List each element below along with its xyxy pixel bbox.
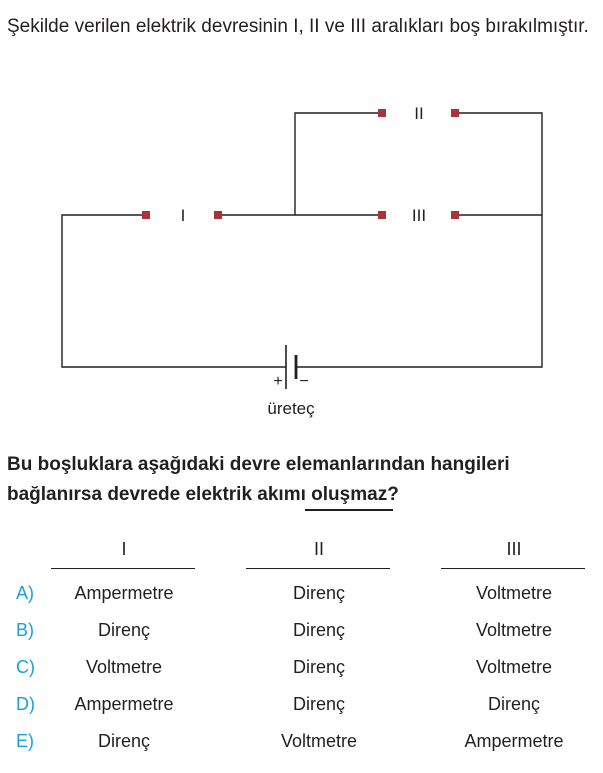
- option-row-a[interactable]: [0, 583, 603, 613]
- terminal-gap-III-left: [378, 211, 386, 219]
- option-cell-III: Voltmetre: [475, 583, 553, 603]
- battery-label: üreteç: [267, 399, 315, 418]
- gap-label-II: II: [414, 104, 424, 123]
- option-cell-II: Voltmetre: [280, 731, 358, 751]
- terminal-gap-II-right: [451, 109, 459, 117]
- circuit-diagram: [0, 90, 603, 430]
- column-header-II: II: [313, 539, 324, 559]
- option-letter[interactable]: A): [16, 583, 34, 603]
- option-cell-I: Ampermetre: [74, 583, 174, 603]
- option-cell-I: Ampermetre: [74, 694, 174, 714]
- column-rule-III: [441, 568, 585, 569]
- gap-label-I: I: [180, 206, 186, 225]
- option-cell-I: Direnç: [97, 620, 150, 640]
- circuit-wires: [62, 113, 542, 367]
- option-cell-III: Direnç: [487, 694, 540, 714]
- question-prompt: [7, 450, 601, 510]
- terminal-gap-II-left: [378, 109, 386, 117]
- question-mark: ?: [387, 484, 399, 505]
- option-row-b[interactable]: [0, 620, 603, 650]
- option-cell-II: Direnç: [292, 620, 345, 640]
- option-cell-III: Voltmetre: [475, 657, 553, 677]
- option-letter[interactable]: D): [16, 694, 35, 714]
- option-letter[interactable]: C): [16, 657, 35, 677]
- battery-minus-sign: −: [299, 373, 309, 390]
- terminal-gap-I-right: [214, 211, 222, 219]
- gap-terminals: [142, 109, 459, 219]
- option-cell-II: Direnç: [292, 694, 345, 714]
- option-cell-III: Voltmetre: [475, 620, 553, 640]
- terminal-gap-I-left: [142, 211, 150, 219]
- option-letter[interactable]: E): [16, 731, 34, 751]
- option-row-d[interactable]: [0, 694, 603, 724]
- wire-upper-branch: [295, 113, 382, 215]
- option-cell-II: Direnç: [292, 657, 345, 677]
- wire-right-loop: [296, 215, 542, 367]
- option-cell-III: Ampermetre: [464, 731, 564, 751]
- question-intro: Şekilde verilen elektrik devresinin I, II ve III aralıkları boş bırakılmıştır.: [7, 16, 589, 37]
- gap-label-III: III: [411, 206, 427, 225]
- question-prompt-text: Bu boşluklara aşağıdaki devre elemanlarından hangileri bağlanırsa devrede elektrik akımı: [7, 454, 510, 505]
- option-letter[interactable]: B): [16, 620, 34, 640]
- wire-left-loop: [62, 215, 286, 367]
- column-header-I: I: [121, 539, 127, 559]
- column-rule-I: [51, 568, 195, 569]
- option-cell-I: Direnç: [97, 731, 150, 751]
- wire-upper-right: [455, 113, 542, 215]
- option-cell-II: Direnç: [292, 583, 345, 603]
- option-row-c[interactable]: [0, 657, 603, 687]
- column-header-III: III: [506, 539, 522, 559]
- option-row-e[interactable]: [0, 731, 603, 761]
- battery-plus-sign: +: [273, 373, 283, 390]
- battery: [267, 345, 315, 418]
- question-emphasis: oluşmaz: [311, 484, 388, 505]
- option-cell-I: Voltmetre: [85, 657, 163, 677]
- column-rule-II: [246, 568, 390, 569]
- terminal-gap-III-right: [451, 211, 459, 219]
